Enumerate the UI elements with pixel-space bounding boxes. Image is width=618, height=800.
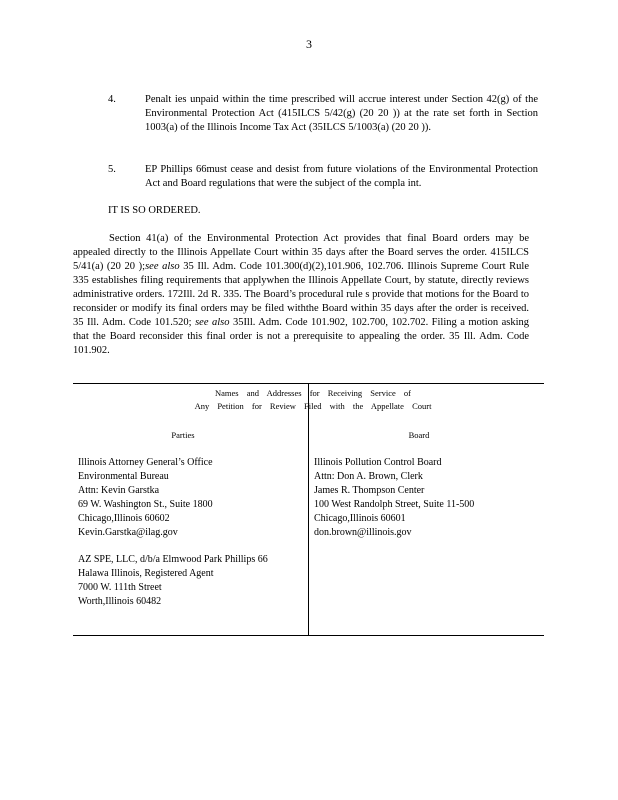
table-bottom-rule [73,635,544,636]
see-also-italic: see also [145,261,180,272]
header-line: Names and Addresses for Receiving Service of [214,388,412,398]
party-address-respondent: AZ SPE, LLC, d/b/a Elmwood Park Phillips 66 Halawa Illinois, Registered Agent 7000 W. 111th Street Worth,Illinois 60482 [78,554,268,607]
header-line: Any Petition for Review Filed with the Appellate Court [194,401,432,411]
service-table-header [133,387,493,413]
column-divider [308,383,309,636]
parties-heading: Parties [171,430,195,440]
see-also-italic: see also [195,317,230,328]
order-item-4 [108,93,538,151]
paragraph-text: Section 41(a) of the Environmental Protection Act provides that final Board orders may be appealed directly to the Illinois Appellate Court within 35 days after the Board serves the order. 415ILCS 5/41(a) (20 20 ); [73,233,529,272]
party-address-attorney-general: Illinois Attorney General’s Office Environmental Bureau Attn: Kevin Garstka 69 W. Washington St., Suite 1800 Chicago,Illinois 60602 Kevin.Garstka@ilag.gov [78,457,213,538]
paragraph-text: 35Ill. Adm. Code 101.902, 102.700, 102.702. Filing a motion asking that the Board reconsider this final order is not a prerequisite to appealing the order. 35 Ill. Adm. Code 101.902. [73,317,529,356]
appeal-rights-paragraph [73,232,529,358]
paragraph-text: 35 Ill. Adm. Code 101.300(d)(2),101.906, 102.706. Illinois Supreme Court Rule 335 establishes filing requirements that applywhen the Illinois Appellate Court, by statute, directly reviews administrative orders. 172Ill. 2d R. 335. The Board’s procedural rule s provide that motions for the Board to reconsider or modify its final orders may be filed withthe Board within 35 days after the order is received. 35 Ill. Adm. Code 101.520; [73,261,529,328]
item-number: 5. [108,164,116,175]
item-text: EP Phillips 66must cease and desist from future violations of the Environmental Protection Act and Board regulations that were the subject of the compla int. [145,164,538,189]
service-table [73,383,544,636]
so-ordered-statement: IT IS SO ORDERED. [108,205,201,216]
item-number: 4. [108,94,116,105]
board-heading: Board [408,430,430,440]
page-number: 3 [306,37,312,51]
item-text: Penalt ies unpaid within the time prescribed will accrue interest under Section 42(g) of the Environmental Protection Act (415ILCS 5/42(g) (20 20 )) at the rate set forth in Section 1003(a) of the Illinois Income Tax Act (35ILCS 5/1003(a) (20 20 )). [145,94,538,133]
board-address: Illinois Pollution Control Board Attn: Don A. Brown, Clerk James R. Thompson Center 100 West Randolph Street, Suite 11-500 Chicago,Illinois 60601 don.brown@illinois.gov [314,457,475,538]
order-item-5 [108,163,538,193]
